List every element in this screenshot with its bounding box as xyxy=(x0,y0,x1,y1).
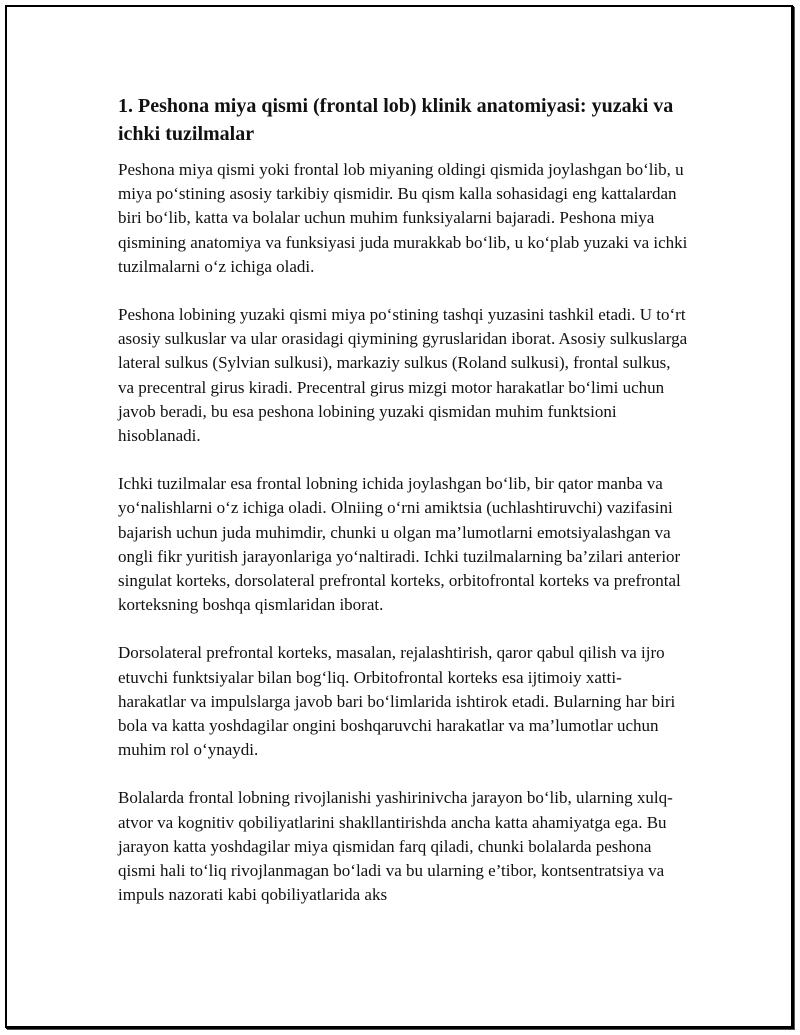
paragraph-child-development: Bolalarda frontal lobning rivojlanishi yashirinivcha jarayon bo‘lib, ularning xulq-atvor va kognitiv qobiliyatlarini shakllantirishda ancha katta ahamiyatga ega. Bu jarayon katta yoshdagilar miya qismidan farq qiladi, chunki bolalarda peshona qismi hali to‘liq rivojlanmagan bo‘ladi va bu ularning e’tibor, kontsentratsiya va impuls nazorati kabi qobiliyatlarida aks xyxy=(118,788,673,905)
paragraph-internal-structures: Ichki tuzilmalar esa frontal lobning ichida joylashgan bo‘lib, bir qator manba va yo‘nalishlarni o‘z ichiga oladi. Olniing o‘rni amiktsia (uchlashtiruvchi) vazifasini bajarish uchun juda muhimdir, chunki u olgan ma’lumotlarni emotsiyalashgan va ongli fikr yuritish jarayonlariga yo‘naltiradi. Ichki tuzilmalarning ba’zilari anterior singulat korteks, dorsolateral prefrontal korteks, orbitofrontal korteks va prefrontal korteksning boshqa qismlaridan iborat. xyxy=(118,474,681,615)
document-body xyxy=(118,92,688,931)
paragraph-surface-structures: Peshona lobining yuzaki qismi miya po‘stining tashqi yuzasini tashkil etadi. U to‘rt asosiy sulkuslar va ular orasidagi qiymining gyruslaridan iborat. Asosiy sulkuslarga lateral sulkus (Sylvian sulkusi), markaziy sulkus (Roland sulkusi), frontal sulkus, va precentral girus kiradi. Precentral girus mizgi motor harakatlar bo‘limi uchun javob beradi, bu esa peshona lobining yuzaki qismidan muhim funktsioni hisoblanadi. xyxy=(118,305,688,446)
paragraph-dorsolateral-cortex: Dorsolateral prefrontal korteks, masalan, rejalashtirish, qaror qabul qilish va ijro etuvchi funktsiyalar bilan bog‘liq. Orbitofrontal korteks esa ijtimoiy xatti-harakatlar va impulslarga javob bari bo‘limlarida ishtirok etadi. Bularning har biri bola va katta yoshdagilar ongini boshqaruvchi harakatlar va ma’lumotlar uchun muhim rol o‘ynaydi. xyxy=(118,643,676,760)
paragraph-intro: Peshona miya qismi yoki frontal lob miyaning oldingi qismida joylashgan bo‘lib, u miya po‘stining asosiy tarkibiy qismidir. Bu qism kalla sohasidagi eng kattalardan biri bo‘lib, katta va bolalar uchun muhim funksiyalarni bajaradi. Peshona miya qismining anatomiya va funksiyasi juda murakkab bo‘lib, u ko‘plab yuzaki va ichki tuzilmalarni o‘z ichiga oladi. xyxy=(118,160,688,276)
section-heading: 1. Peshona miya qismi (frontal lob) klinik anatomiyasi: yuzaki va ichki tuzilmalar xyxy=(118,95,674,145)
